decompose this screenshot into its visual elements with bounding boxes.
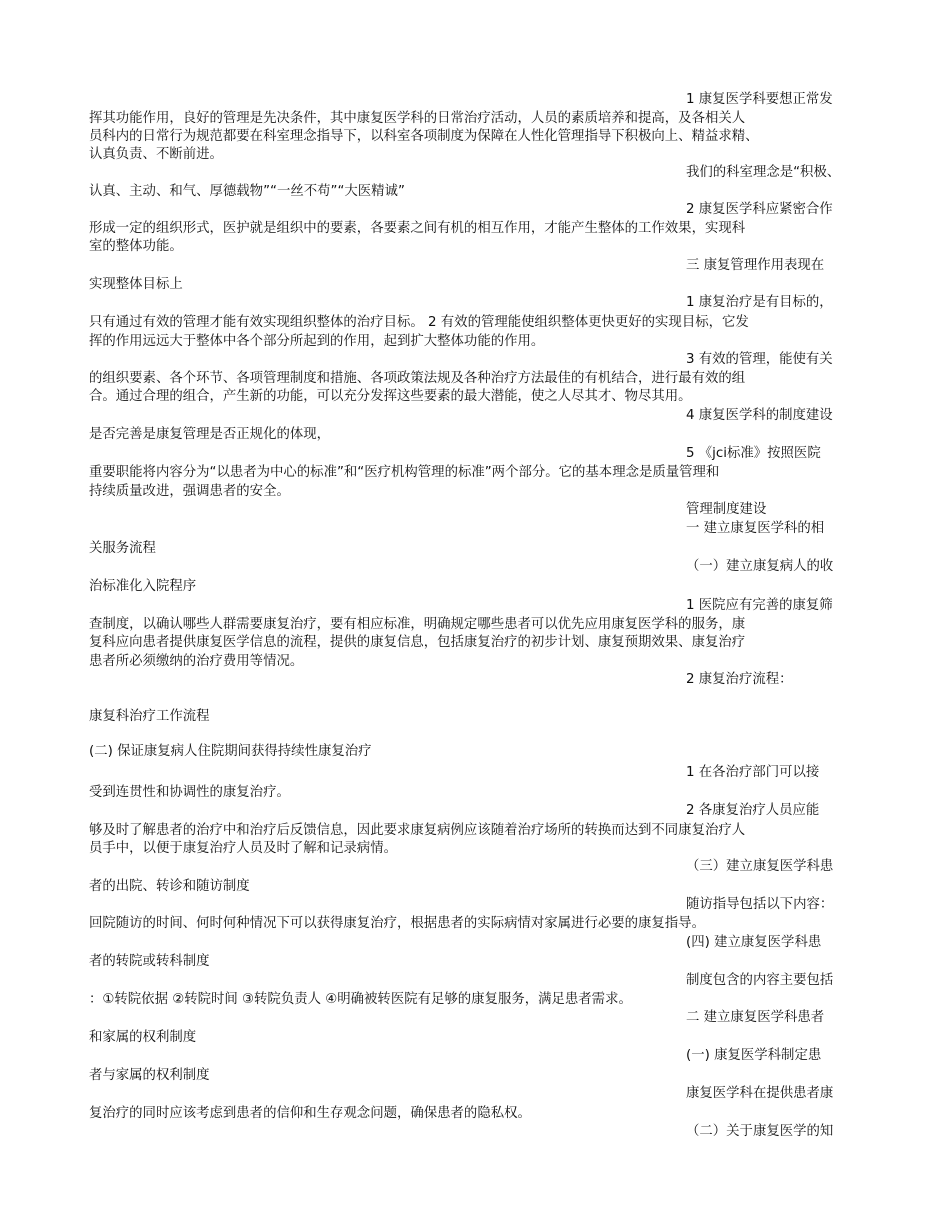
text-line: 3 有效的管理，能使有关	[686, 352, 833, 367]
text-line: （二）关于康复医学的知	[686, 1124, 834, 1139]
text-line: 2 各康复治疗人员应能	[686, 803, 820, 818]
text-line: 挥的作用远远大于整体中各个部分所起到的作用，起到扩大整体功能的作用。	[89, 334, 545, 349]
text-line: （一）建立康复病人的收	[686, 559, 834, 574]
text-line: 4 康复医学科的制度建设	[686, 408, 833, 423]
text-line: 认真负责、不断前进。	[89, 147, 223, 162]
text-line: 挥其功能作用，良好的管理是先决条件，其中康复医学科的日常治疗活动，人员的素质培养和提高，及各相关人	[89, 111, 746, 126]
text-line: 二 建立康复医学科患者	[686, 1010, 825, 1025]
text-line: （三）建立康复医学科患	[686, 859, 834, 874]
text-line: 是否完善是康复管理是否正规化的体现，	[89, 427, 331, 442]
text-line: (一) 康复医学科制定患	[686, 1048, 822, 1063]
text-line: 者的出院、转诊和随访制度	[89, 879, 250, 894]
text-line: 合。通过合理的组合，产生新的功能，可以充分发挥这些要素的最大潜能，使之人尽其才、物尽其用。	[89, 389, 692, 404]
text-line: 随访指导包括以下内容：	[686, 897, 834, 912]
text-line: 室的整体功能。	[89, 239, 183, 254]
text-line: 只有通过有效的管理才能有效实现组织整体的治疗目标。 2 有效的管理能使组织整体更快更好的实现目标，它发	[89, 315, 749, 330]
text-line: 患者所必须缴纳的治疗费用等情况。	[89, 654, 304, 669]
text-line: 重要职能将内容分为“以患者为中心的标准”和“医疗机构管理的标准”两个部分。它的基本理念是质量管理和	[89, 465, 720, 480]
text-line: 者与家属的权利制度	[89, 1068, 210, 1083]
text-line: (四) 建立康复医学科患	[686, 935, 822, 950]
text-line: 和家属的权利制度	[89, 1030, 197, 1045]
text-line: 2 康复治疗流程：	[686, 672, 793, 687]
text-line: 够及时了解患者的治疗中和治疗后反馈信息，因此要求康复病例应该随着治疗场所的转换而达到不同康复治疗人	[89, 823, 746, 838]
text-line: 三 康复管理作用表现在	[686, 258, 825, 273]
text-line: 复治疗的同时应该考虑到患者的信仰和生存观念问题，确保患者的隐私权。	[89, 1106, 531, 1121]
text-line: 受到连贯性和协调性的康复治疗。	[89, 785, 290, 800]
text-line: 员手中，以便于康复治疗人员及时了解和记录病情。	[89, 841, 397, 856]
text-line: 复科应向患者提供康复医学信息的流程，提供的康复信息，包括康复治疗的初步计划、康复预期效果、康复治疗	[89, 635, 746, 650]
text-line: 康复医学科在提供患者康	[686, 1086, 834, 1101]
text-line: 治标准化入院程序	[89, 579, 197, 594]
text-line: 1 医院应有完善的康复筛	[686, 598, 833, 613]
text-line: 查制度，以确认哪些人群需要康复治疗，要有相应标准，明确规定哪些患者可以优先应用康复医学科的服务，康	[89, 617, 746, 632]
text-line: 康复科治疗工作流程	[89, 709, 210, 724]
text-line: 2 康复医学科应紧密合作	[686, 202, 833, 217]
text-line: 一 建立康复医学科的相	[686, 521, 825, 536]
text-line: 形成一定的组织形式，医护就是组织中的要素，各要素之间有机的相互作用，才能产生整体的工作效果，实现科	[89, 221, 746, 236]
text-line: 员科内的日常行为规范都要在科室理念指导下，以科室各项制度为保障在人性化管理指导下积极向上、精益求精、	[89, 129, 759, 144]
text-line: 1 康复医学科要想正常发	[686, 92, 833, 107]
text-line: 我们的科室理念是“积极、	[686, 165, 841, 180]
text-line: 管理制度建设	[686, 502, 767, 517]
text-line: 回院随访的时间、何时何种情况下可以获得康复治疗，根据患者的实际病情对家属进行必要的康复指导。	[89, 916, 705, 931]
text-line: ：①转院依据 ②转院时间 ③转院负责人 ④明确被转医院有足够的康复服务，满足患者需求。	[89, 992, 632, 1007]
text-line: 5 《jci标准》按照医院	[686, 446, 821, 461]
text-line: 关服务流程	[89, 541, 156, 556]
text-line: 1 在各治疗部门可以接	[686, 765, 820, 780]
text-line: 者的转院或转科制度	[89, 954, 210, 969]
text-line: 实现整体目标上	[89, 277, 183, 292]
text-line: 认真、主动、和气、厚德载物”“一丝不苟”“大医精诚”	[89, 184, 405, 199]
text-line: 的组织要素、各个环节、各项管理制度和措施、各项政策法规及各种治疗方法最佳的有机结合，进行最有效的组	[89, 371, 746, 386]
text-line: 持续质量改进，强调患者的安全。	[89, 484, 290, 499]
text-line: (二) 保证康复病人住院期间获得持续性康复治疗	[89, 744, 372, 759]
text-line: 1 康复治疗是有目标的，	[686, 295, 833, 310]
text-line: 制度包含的内容主要包括	[686, 973, 834, 988]
